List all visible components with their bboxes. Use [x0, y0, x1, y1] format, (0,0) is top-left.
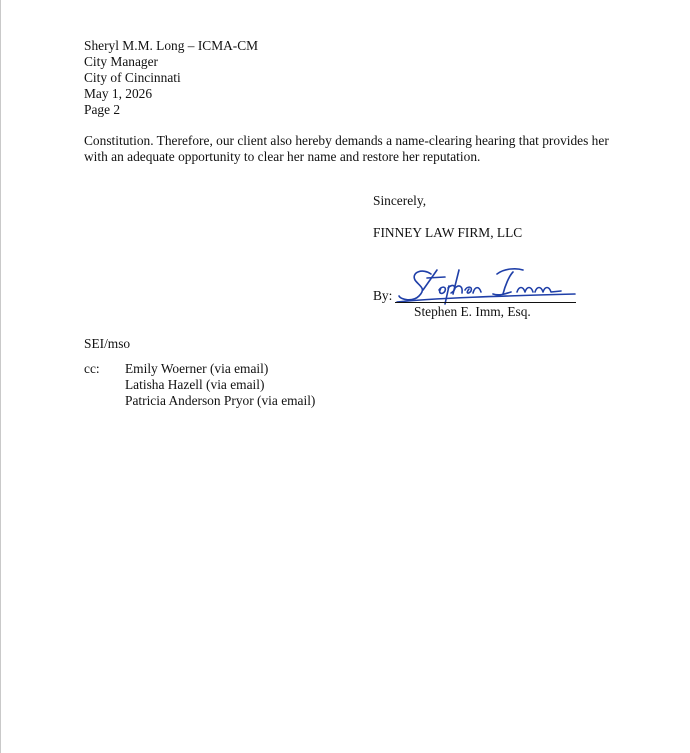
handwritten-signature — [393, 264, 583, 306]
signer-name: Stephen E. Imm, Esq. — [414, 304, 531, 319]
cc-recipient: Emily Woerner (via email) — [125, 361, 269, 376]
by-label: By: — [373, 288, 393, 303]
cc-label: cc: — [84, 361, 100, 376]
typist-initials: SEI/mso — [84, 336, 131, 351]
recipient-title: City Manager — [84, 54, 159, 69]
letter-body — [84, 133, 644, 165]
closing-salutation: Sincerely, — [373, 193, 427, 208]
letter-date: May 1, 2026 — [84, 86, 153, 101]
body-paragraph-line-2: with an adequate opportunity to clear her name and restore her reputation. — [84, 149, 481, 164]
cc-recipient: Latisha Hazell (via email) — [125, 377, 265, 392]
page-number: Page 2 — [84, 102, 121, 117]
firm-name: FINNEY LAW FIRM, LLC — [373, 225, 523, 240]
body-paragraph-line-1: Constitution. Therefore, our client also hereby demands a name-clearing hearing that provides her — [84, 133, 609, 148]
recipient-name: Sheryl M.M. Long – ICMA-CM — [84, 38, 259, 53]
signature-line — [395, 302, 576, 303]
cc-recipient: Patricia Anderson Pryor (via email) — [125, 393, 316, 408]
recipient-organization: City of Cincinnati — [84, 70, 181, 85]
